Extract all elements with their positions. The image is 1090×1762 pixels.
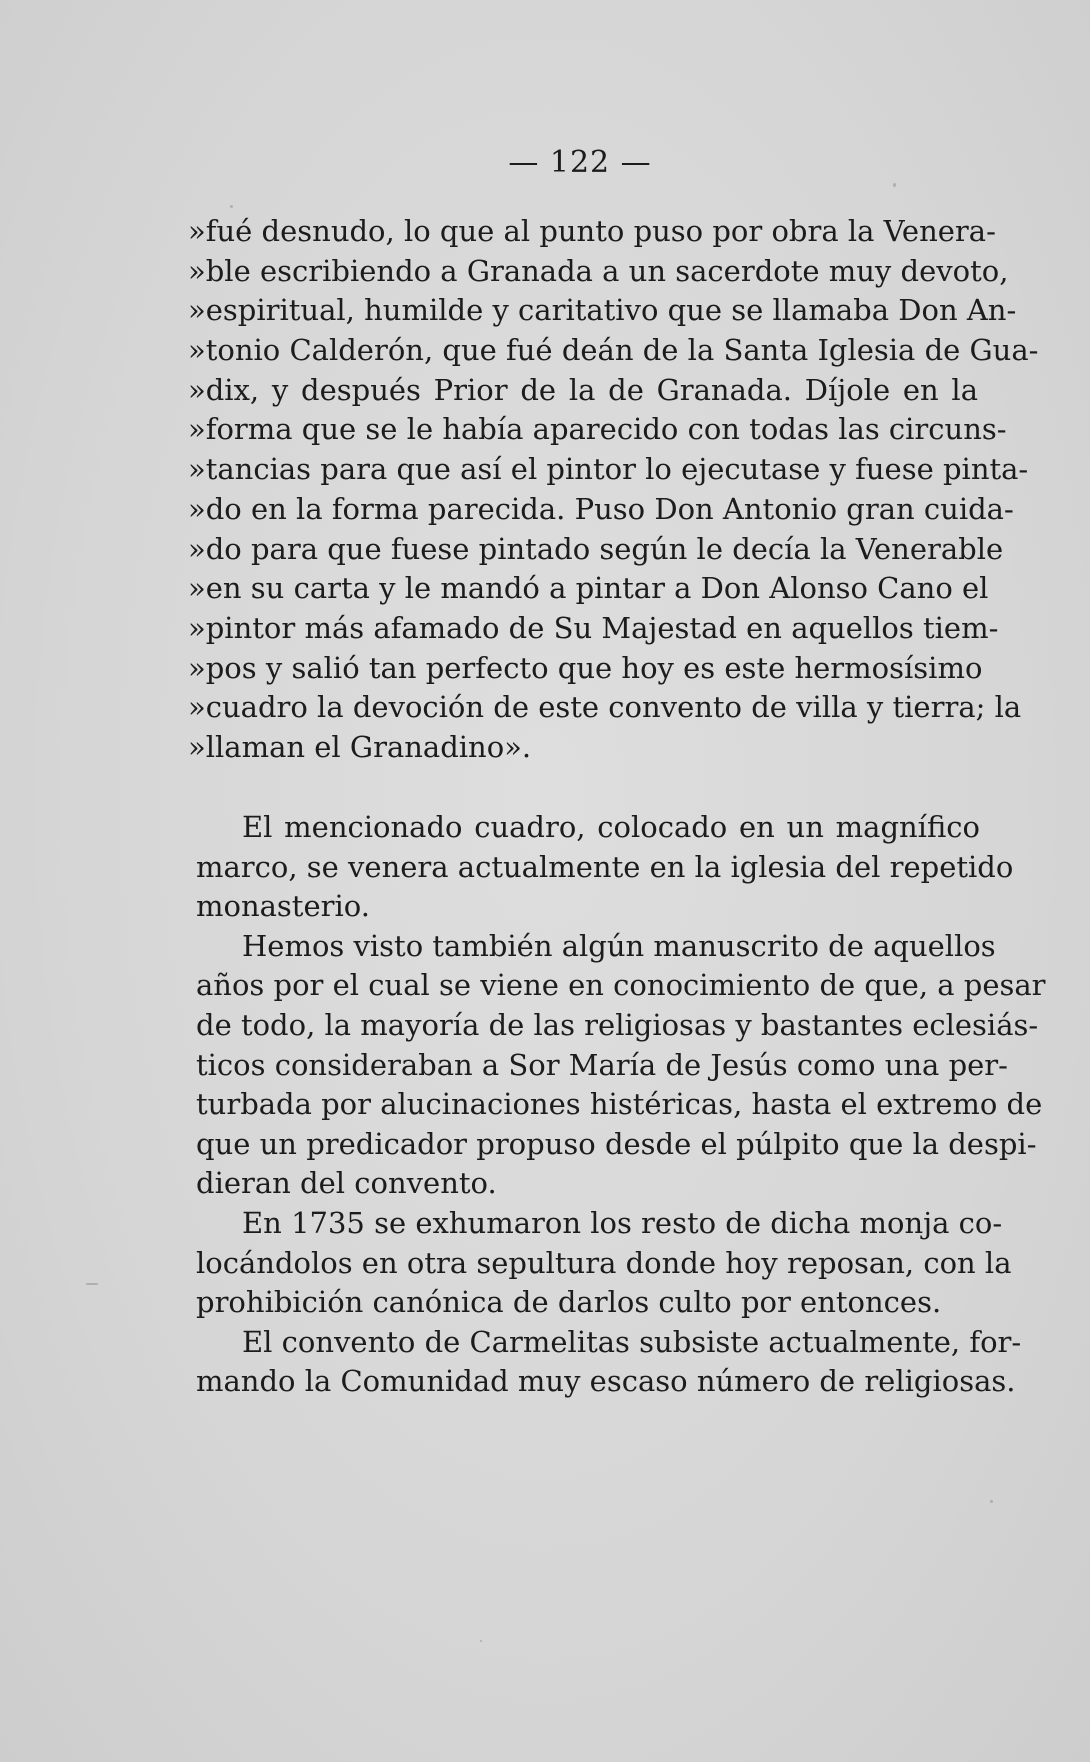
paper-speck — [230, 205, 233, 208]
paragraph-convent — [196, 1323, 1022, 1402]
paper-speck — [86, 1283, 98, 1285]
quote-line: »do para que fuese pintado según le decía la Venerable — [188, 531, 1004, 566]
quote-line: »tancias para que así el pintor lo ejecutase y fuese pinta- — [188, 452, 1029, 487]
body-text — [196, 808, 1046, 1402]
quote-line: »en su carta y le mandó a pintar a Don Alonso Cano el — [188, 571, 989, 606]
text-line: En 1735 se exhumaron los resto de dicha monja co- — [242, 1205, 1003, 1240]
quote-line: »fué desnudo, lo que al punto puso por obra la Venera- — [188, 214, 996, 248]
text-line: El mencionado cuadro, colocado en un magnífico — [242, 810, 980, 844]
paragraph-painting — [196, 808, 1014, 927]
quote-line: »tonio Calderón, que fué deán de la Santa Iglesia de Gua- — [188, 333, 1039, 368]
text-line: El convento de Carmelitas subsiste actualmente, for- — [242, 1324, 1022, 1359]
text-line: turbada por alucinaciones histéricas, hasta el extremo de — [196, 1087, 1043, 1122]
page-number: — 122 — — [508, 145, 652, 180]
quote-line: »pintor más afamado de Su Majestad en aquellos tiem- — [188, 610, 999, 645]
quote-line: »forma que se le había aparecido con todas las circuns- — [188, 412, 1007, 447]
text-line: Hemos visto también algún manuscrito de aquellos — [242, 928, 996, 963]
text-line: de todo, la mayoría de las religiosas y bastantes eclesiás- — [196, 1007, 1039, 1042]
text-line: locándolos en otra sepultura donde hoy reposan, con la — [196, 1245, 1012, 1280]
quote-line: »do en la forma parecida. Puso Don Antonio gran cuida- — [188, 491, 1014, 526]
paper-speck — [480, 1640, 482, 1642]
quote-line: »espiritual, humilde y caritativo que se llamaba Don An- — [188, 293, 1017, 328]
text-line: años por el cual se viene en conocimiento de que, a pesar — [196, 968, 1046, 1003]
text-line: marco, se venera actualmente en la iglesia del repetido — [196, 849, 1014, 884]
quoted-passage — [188, 212, 1039, 768]
text-line: ticos consideraban a Sor María de Jesús como una per- — [196, 1047, 1008, 1082]
quote-line: »llaman el Granadino». — [188, 729, 532, 764]
text-line: mando la Comunidad muy escaso número de religiosas. — [196, 1364, 1016, 1399]
quote-line: »cuadro la devoción de este convento de villa y tierra; la — [188, 690, 1022, 725]
text-line: prohibición canónica de darlos culto por entonces. — [196, 1285, 942, 1320]
paragraph-manuscript — [196, 927, 1046, 1204]
text-line: monasterio. — [196, 889, 370, 924]
paper-speck — [990, 1500, 993, 1503]
text-line: dieran del convento. — [196, 1166, 497, 1201]
text-line: que un predicador propuso desde el púlpito que la despi- — [196, 1126, 1037, 1161]
paragraph-exhumation — [196, 1204, 1012, 1323]
paper-speck — [893, 183, 896, 187]
quote-line: »dix, y después Prior de la de Granada. Díjole en la — [188, 372, 978, 407]
quote-line: »pos y salió tan perfecto que hoy es este hermosísimo — [188, 650, 983, 685]
quote-line: »ble escribiendo a Granada a un sacerdote muy devoto, — [188, 253, 1009, 288]
